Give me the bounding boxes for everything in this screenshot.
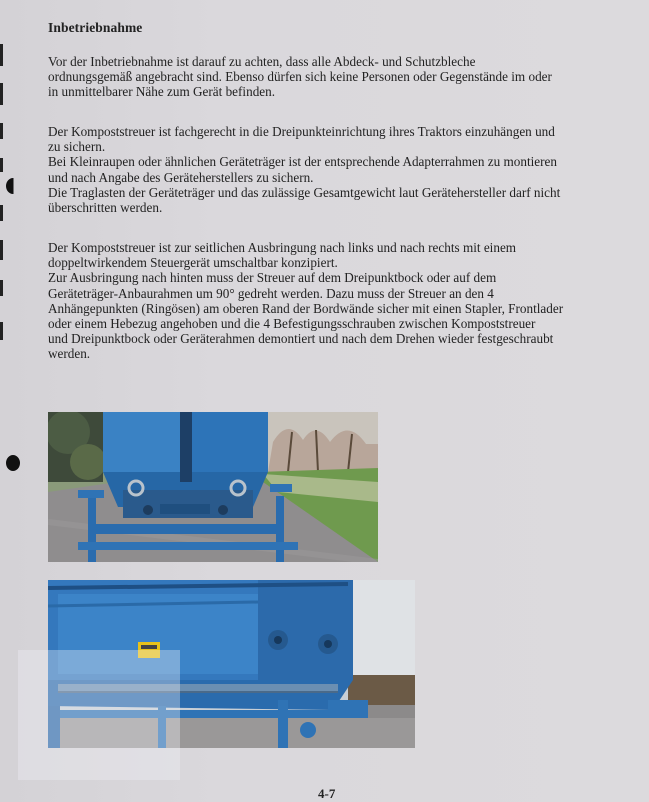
text-line: Anhängepunkten (Ringösen) am oberen Rand der Bordwände sicher mit einen Stapler, Frontlader xyxy=(48,300,564,316)
paragraph xyxy=(48,54,552,100)
text-line: Zur Ausbringung nach hinten muss der Streuer auf dem Dreipunktbock oder auf dem xyxy=(48,270,497,286)
text-line: Vor der Inbetriebnahme ist darauf zu achten, dass alle Abdeck- und Schutzbleche xyxy=(48,54,476,69)
page-number: 4-7 xyxy=(318,786,336,801)
binder-mark xyxy=(0,123,3,139)
text-line: und nach Angabe des Geräteherstellers zu sichern. xyxy=(48,169,314,185)
text-line: zu sichern. xyxy=(48,139,106,155)
text-line: Der Kompoststreuer ist zur seitlichen Ausbringung nach links und nach rechts mit einem xyxy=(48,240,517,255)
punch-hole xyxy=(6,455,20,471)
binder-mark xyxy=(0,322,3,340)
text-line: doppeltwirkendem Steuergerät umschaltbar konzipiert. xyxy=(48,255,338,271)
spreader-rear-photo xyxy=(48,412,378,562)
paragraph xyxy=(48,240,563,362)
binder-mark xyxy=(0,205,3,221)
watermark-overlay xyxy=(18,650,180,780)
text-line: ordnungsgemäß angebracht sind. Ebenso dürfen sich keine Personen oder Gegenstände im oder xyxy=(48,69,552,85)
text-line: und Dreipunktbock oder Geräterahmen demontiert und nach dem Drehen wieder festgeschraubt xyxy=(48,331,554,347)
text-line: Geräteträger-Anbaurahmen um 90° gedreht werden. Dazu muss der Streuer an den 4 xyxy=(48,285,494,301)
text-line: Der Kompoststreuer ist fachgerecht in die Dreipunkteinrichtung ihres Traktors einzuhängen und xyxy=(48,124,555,139)
binder-mark xyxy=(0,240,3,260)
paragraph xyxy=(48,124,560,215)
binder-mark xyxy=(0,44,3,66)
binder-mark xyxy=(0,280,3,296)
text-line: Die Traglasten der Geräteträger und das zulässige Gesamtgewicht laut Gerätehersteller darf nicht xyxy=(48,184,561,200)
section-heading: Inbetriebnahme xyxy=(48,20,143,35)
text-line: in unmittelbarer Nähe zum Gerät befinden. xyxy=(48,84,276,100)
punch-hole xyxy=(6,178,20,194)
spreader-rear-image xyxy=(48,412,378,562)
binder-mark xyxy=(0,83,3,105)
text-line: oder einem Hebezug angehoben und die 4 Befestigungsschrauben zwischen Kompoststreuer xyxy=(48,316,536,332)
text-line: überschritten werden. xyxy=(48,200,163,216)
text-line: werden. xyxy=(48,346,91,362)
text-line: Bei Kleinraupen oder ähnlichen Geräteträger ist der entsprechende Adapterrahmen zu montieren xyxy=(48,154,557,170)
binder-mark xyxy=(0,158,3,172)
